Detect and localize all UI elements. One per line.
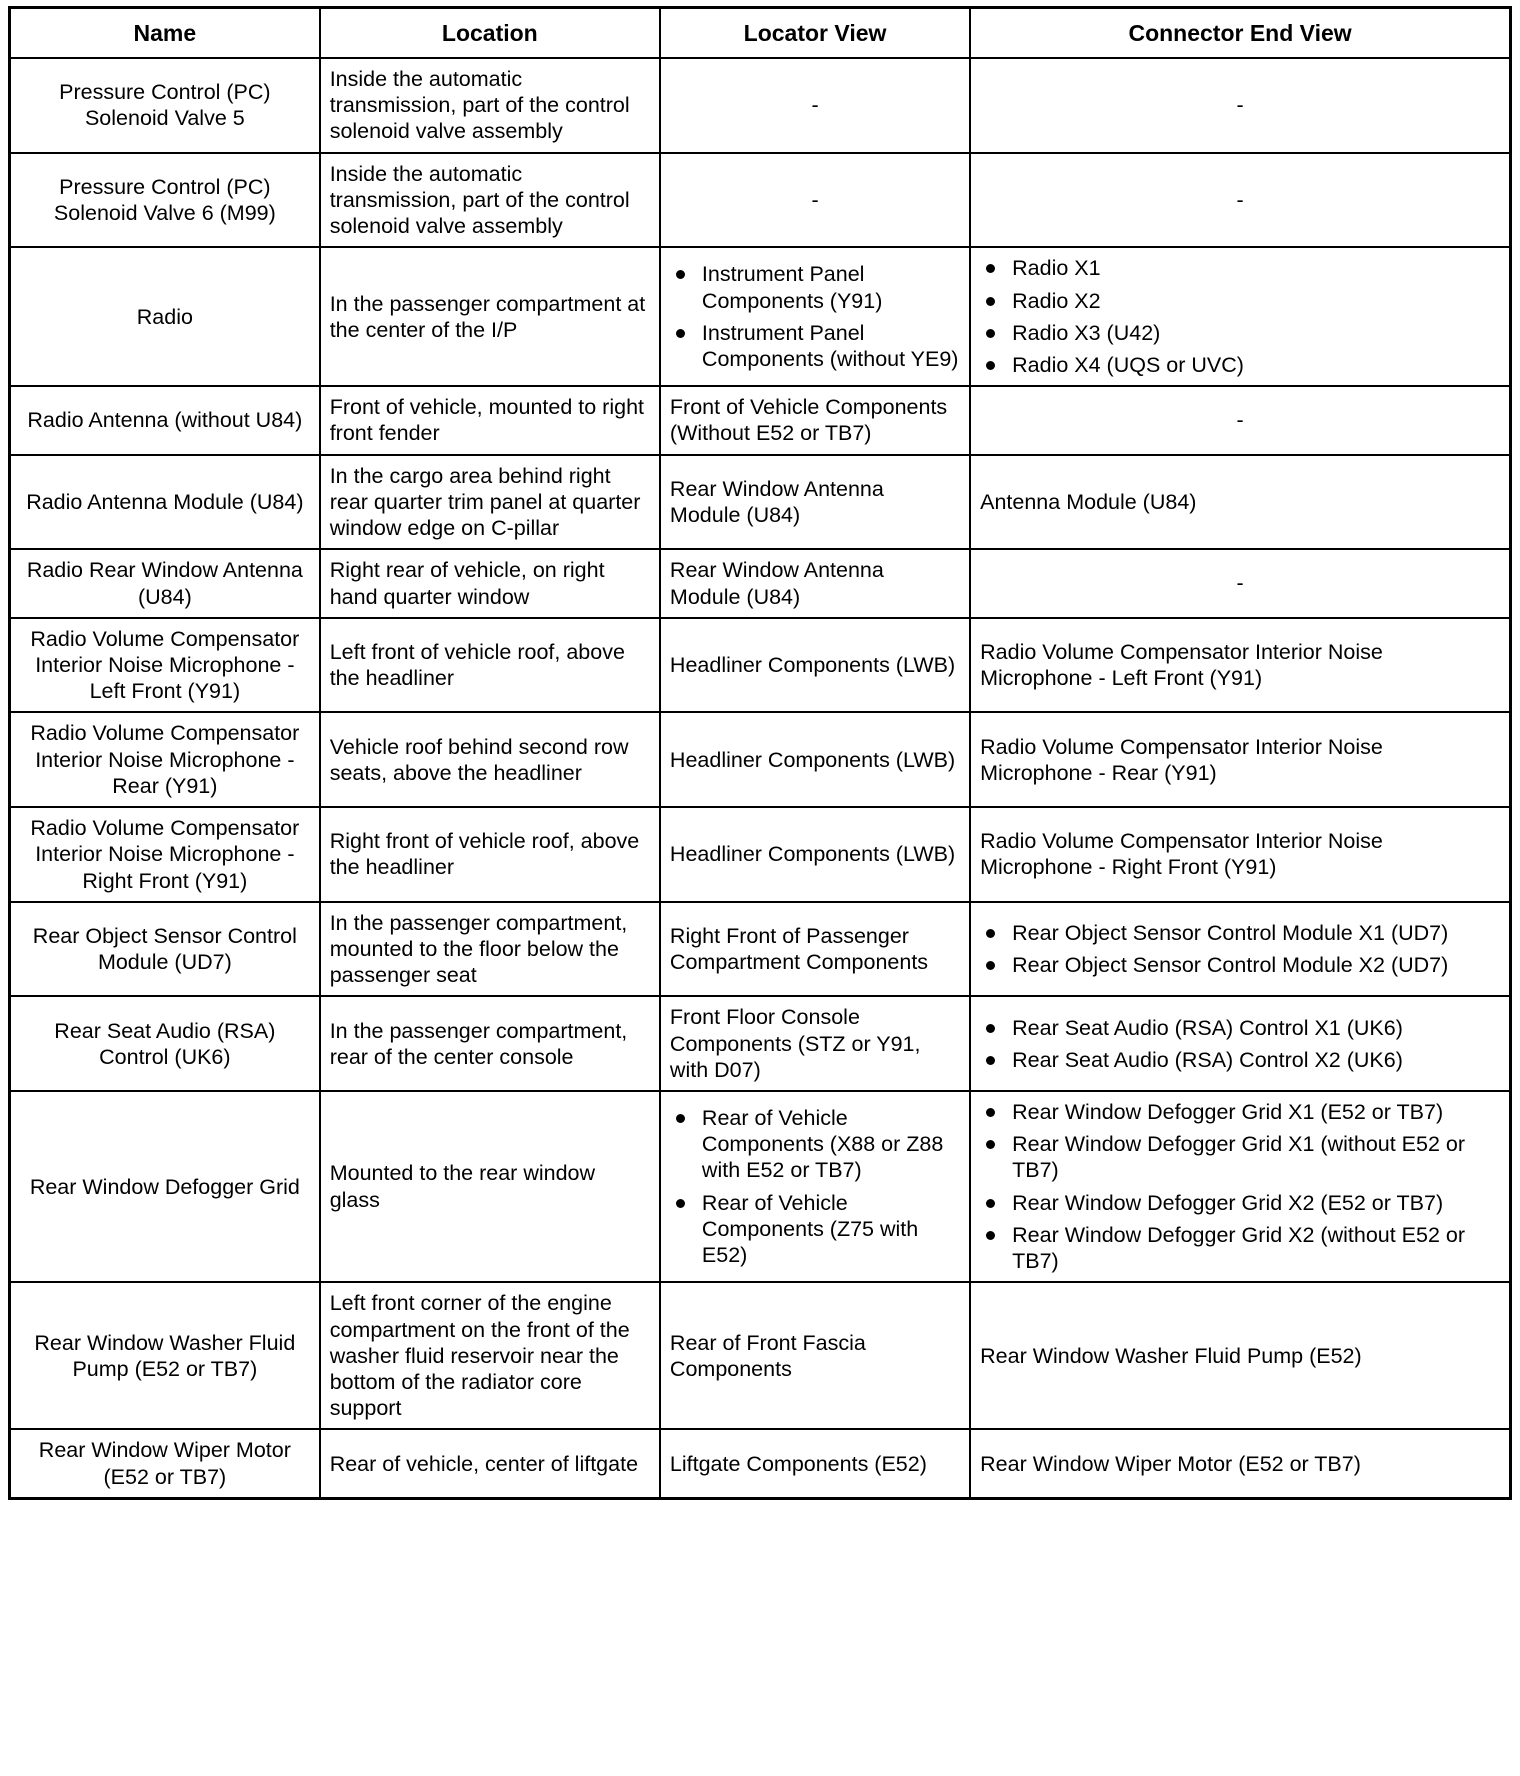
cell-locator-view-list: [670, 261, 960, 372]
table-row: [10, 549, 1511, 617]
list-item: Rear Object Sensor Control Module X1 (UD7): [980, 920, 1500, 946]
cell-location: Left front of vehicle roof, above the headliner: [320, 618, 660, 713]
cell-connector-end-view-list: [980, 920, 1500, 978]
cell-locator-view-list: [670, 1105, 960, 1268]
cell-locator-view: [660, 1091, 970, 1282]
table-header: [10, 8, 1511, 59]
cell-component-name: Radio Antenna (without U84): [10, 386, 320, 454]
cell-connector-end-view-list: [980, 255, 1500, 378]
cell-component-name: Rear Window Washer Fluid Pump (E52 or TB7): [10, 1282, 320, 1429]
cell-connector-end-view: -: [970, 58, 1510, 153]
cell-location: Mounted to the rear window glass: [320, 1091, 660, 1282]
list-item: Rear Window Defogger Grid X2 (without E52 or TB7): [980, 1222, 1500, 1274]
list-item: Rear of Vehicle Components (X88 or Z88 with E52 or TB7): [670, 1105, 960, 1184]
cell-connector-end-view: Radio Volume Compensator Interior Noise Microphone - Right Front (Y91): [970, 807, 1510, 902]
cell-locator-view: [660, 247, 970, 386]
cell-component-name: Radio Antenna Module (U84): [10, 455, 320, 550]
cell-locator-view: Rear Window Antenna Module (U84): [660, 549, 970, 617]
cell-component-name: Rear Object Sensor Control Module (UD7): [10, 902, 320, 997]
list-item: Radio X2: [980, 288, 1500, 314]
table-row: [10, 58, 1511, 153]
table-row: [10, 618, 1511, 713]
cell-location: In the cargo area behind right rear quarter trim panel at quarter window edge on C-pillar: [320, 455, 660, 550]
cell-connector-end-view: [970, 996, 1510, 1091]
header-row: [10, 8, 1511, 59]
list-item: Rear Seat Audio (RSA) Control X1 (UK6): [980, 1015, 1500, 1041]
table-row: [10, 902, 1511, 997]
cell-location: Front of vehicle, mounted to right front fender: [320, 386, 660, 454]
cell-component-name: Rear Seat Audio (RSA) Control (UK6): [10, 996, 320, 1091]
cell-connector-end-view: [970, 902, 1510, 997]
cell-connector-end-view: [970, 247, 1510, 386]
cell-connector-end-view: Radio Volume Compensator Interior Noise Microphone - Rear (Y91): [970, 712, 1510, 807]
cell-component-name: Radio Volume Compensator Interior Noise Microphone - Left Front (Y91): [10, 618, 320, 713]
cell-component-name: Rear Window Wiper Motor (E52 or TB7): [10, 1429, 320, 1498]
list-item: Rear Window Defogger Grid X2 (E52 or TB7): [980, 1190, 1500, 1216]
cell-location: In the passenger compartment, mounted to the floor below the passenger seat: [320, 902, 660, 997]
table-row: [10, 153, 1511, 248]
list-item: Radio X1: [980, 255, 1500, 281]
cell-connector-end-view: -: [970, 549, 1510, 617]
table-row: [10, 386, 1511, 454]
cell-location: Right rear of vehicle, on right hand quarter window: [320, 549, 660, 617]
cell-location: Vehicle roof behind second row seats, above the headliner: [320, 712, 660, 807]
column-header-connector-end-view: Connector End View: [970, 8, 1510, 59]
list-item: Radio X4 (UQS or UVC): [980, 352, 1500, 378]
list-item: Instrument Panel Components (Y91): [670, 261, 960, 313]
table-row: [10, 996, 1511, 1091]
cell-component-name: Radio: [10, 247, 320, 386]
cell-connector-end-view: [970, 1091, 1510, 1282]
list-item: Rear Window Defogger Grid X1 (without E52 or TB7): [980, 1131, 1500, 1183]
cell-component-name: Rear Window Defogger Grid: [10, 1091, 320, 1282]
cell-connector-end-view: -: [970, 153, 1510, 248]
cell-locator-view: Liftgate Components (E52): [660, 1429, 970, 1498]
cell-connector-end-view-list: [980, 1015, 1500, 1073]
cell-connector-end-view-list: [980, 1099, 1500, 1274]
list-item: Rear of Vehicle Components (Z75 with E52): [670, 1190, 960, 1269]
cell-locator-view: Headliner Components (LWB): [660, 712, 970, 807]
cell-connector-end-view: Rear Window Washer Fluid Pump (E52): [970, 1282, 1510, 1429]
cell-location: Inside the automatic transmission, part of the control solenoid valve assembly: [320, 58, 660, 153]
cell-locator-view: -: [660, 58, 970, 153]
cell-locator-view: Front of Vehicle Components (Without E52 or TB7): [660, 386, 970, 454]
cell-component-name: Radio Volume Compensator Interior Noise Microphone - Rear (Y91): [10, 712, 320, 807]
list-item: Instrument Panel Components (without YE9): [670, 320, 960, 372]
column-header-location: Location: [320, 8, 660, 59]
cell-location: In the passenger compartment, rear of the center console: [320, 996, 660, 1091]
cell-locator-view: -: [660, 153, 970, 248]
table-row: [10, 1429, 1511, 1498]
cell-locator-view: Rear of Front Fascia Components: [660, 1282, 970, 1429]
cell-location: Right front of vehicle roof, above the headliner: [320, 807, 660, 902]
cell-locator-view: Headliner Components (LWB): [660, 807, 970, 902]
component-location-table: [8, 6, 1512, 1500]
table-row: [10, 1091, 1511, 1282]
cell-component-name: Pressure Control (PC) Solenoid Valve 6 (M99): [10, 153, 320, 248]
list-item: Rear Object Sensor Control Module X2 (UD7): [980, 952, 1500, 978]
cell-connector-end-view: Radio Volume Compensator Interior Noise Microphone - Left Front (Y91): [970, 618, 1510, 713]
cell-locator-view: Rear Window Antenna Module (U84): [660, 455, 970, 550]
table-row: [10, 1282, 1511, 1429]
cell-connector-end-view: Antenna Module (U84): [970, 455, 1510, 550]
cell-component-name: Pressure Control (PC) Solenoid Valve 5: [10, 58, 320, 153]
table-body: [10, 58, 1511, 1498]
table-row: [10, 807, 1511, 902]
column-header-locator-view: Locator View: [660, 8, 970, 59]
cell-location: Left front corner of the engine compartment on the front of the washer fluid reservoir near the bottom of the radiator core support: [320, 1282, 660, 1429]
list-item: Rear Seat Audio (RSA) Control X2 (UK6): [980, 1047, 1500, 1073]
cell-component-name: Radio Volume Compensator Interior Noise Microphone - Right Front (Y91): [10, 807, 320, 902]
list-item: Rear Window Defogger Grid X1 (E52 or TB7): [980, 1099, 1500, 1125]
cell-connector-end-view: -: [970, 386, 1510, 454]
list-item: Radio X3 (U42): [980, 320, 1500, 346]
table-row: [10, 712, 1511, 807]
cell-locator-view: Front Floor Console Components (STZ or Y91, with D07): [660, 996, 970, 1091]
cell-component-name: Radio Rear Window Antenna (U84): [10, 549, 320, 617]
cell-location: In the passenger compartment at the center of the I/P: [320, 247, 660, 386]
column-header-name: Name: [10, 8, 320, 59]
cell-location: Rear of vehicle, center of liftgate: [320, 1429, 660, 1498]
table-row: [10, 247, 1511, 386]
table-row: [10, 455, 1511, 550]
cell-connector-end-view: Rear Window Wiper Motor (E52 or TB7): [970, 1429, 1510, 1498]
cell-locator-view: Headliner Components (LWB): [660, 618, 970, 713]
cell-locator-view: Right Front of Passenger Compartment Components: [660, 902, 970, 997]
cell-location: Inside the automatic transmission, part of the control solenoid valve assembly: [320, 153, 660, 248]
